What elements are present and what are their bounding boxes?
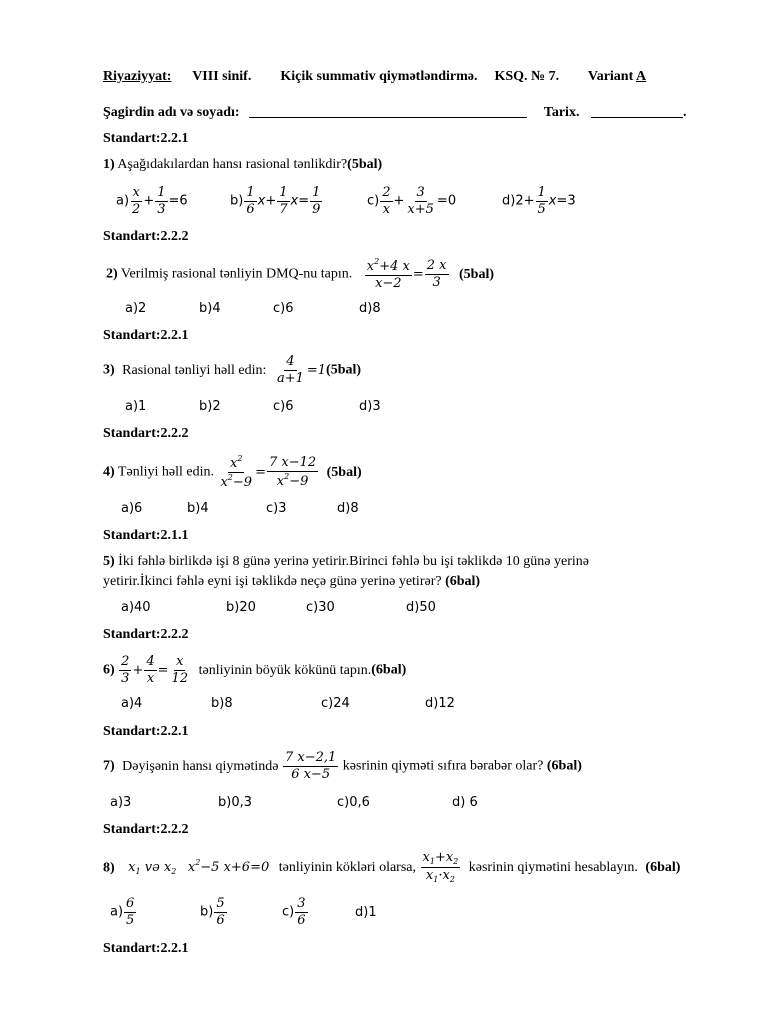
q5-option-a[interactable]: a)40 [121,600,151,615]
q4-option-b[interactable]: b)4 [187,501,209,516]
q2-option-d[interactable]: d)8 [359,301,381,316]
q3-option-c[interactable]: c)6 [273,399,294,414]
q5-option-b[interactable]: b)20 [226,600,256,615]
variant-label: Variant [587,69,634,84]
q8-option-a[interactable]: a) $\frac{6}{5}$ [110,896,135,928]
q2-option-b[interactable]: b)4 [199,301,221,316]
variant-letter: A [636,69,647,84]
question-6: 6) $\frac{2}{3}$ + $\frac{4}{x}$ = $\frac{x}{12}$ tənliyinin böyük kökünü tapın.(6bal) [103,654,407,686]
q8-option-c[interactable]: c) $\frac{3}{6}$ [282,896,306,928]
q7-option-d[interactable]: d) 6 [452,795,478,810]
question-3: 3) Rasional tənliyi həll edin: $\frac{4}{a+1}$ =1(5bal) [103,354,362,386]
question-2: 2) Verilmiş rasional tənliyin DMQ-nu tapın. $\frac{x^2+4 x}{x-2}$ = $\frac{2 x}{3}$ (5bal) [106,257,495,291]
standard-label: Standart:2.2.2 [103,229,189,244]
q6-option-d[interactable]: d)12 [425,696,455,711]
question-4: 4) Tənliyi həll edin. $\frac{x^2}{x^2-9}$ = $\frac{7 x-12}{x^2-9}$ (5bal) [103,454,362,490]
question-8: 8) $x_1$ və $x_2$ $x^2-5$ x+6=0 tənliyinin kökləri olarsa, $\frac{x_1+x_2}{x_1\cdot x_2}$ kəsrinin qiymətini hesablayın. (6bal) [103,850,681,885]
q7-option-a[interactable]: a)3 [110,795,132,810]
grade: VIII sinif. [192,69,252,84]
q5-option-d[interactable]: d)50 [406,600,436,615]
q2-option-a[interactable]: a)2 [125,301,147,316]
q1-option-a[interactable]: a) $\frac{x}{2}$ + $\frac{1}{3}$ =6 [116,185,188,217]
standard-label: Standart:2.1.1 [103,528,189,543]
q1-option-b[interactable]: b) $\frac{1}{6}$ x+ $\frac{1}{7}$ x= $\frac{1}{9}$ [230,185,321,217]
q6-option-c[interactable]: c)24 [321,696,350,711]
question-7: 7) Dəyişənin hansı qiymətində $\frac{7 x-2,1}{6 x-5}$ kəsrinin qiyməti sıfıra bərabər olar? (6bal) [103,750,582,782]
q2-option-c[interactable]: c)6 [273,301,294,316]
q6-option-a[interactable]: a)4 [121,696,143,711]
q7-option-c[interactable]: c)0,6 [337,795,370,810]
student-name-line: Şagirdin adı və soyadı: Tarix. . [103,105,687,120]
name-label: Şagirdin adı və soyadı: [103,105,240,120]
question-5-continued: yetirir.İkinci fəhlə eyni işi təklikdə neçə günə yerinə yetirər? (6bal) [103,574,481,589]
standard-label: Standart:2.2.2 [103,627,189,642]
q3-option-d[interactable]: d)3 [359,399,381,414]
q6-option-b[interactable]: b)8 [211,696,233,711]
subject: Riyaziyyat: [103,69,172,84]
date-blank[interactable] [591,117,683,118]
standard-label: Standart:2.2.1 [103,941,189,956]
assessment-title: Kiçik summativ qiymətləndirmə. [280,69,478,84]
q4-option-d[interactable]: d)8 [337,501,359,516]
q8-option-d[interactable]: d)1 [355,905,377,920]
q1-option-d[interactable]: d)2+ $\frac{1}{5}$ x=3 [502,185,576,217]
q7-option-b[interactable]: b)0,3 [218,795,252,810]
standard-label: Standart:2.2.1 [103,328,189,343]
date-label: Tarix. [543,105,580,120]
question-1: 1) Aşağıdakılardan hansı rasional tənlikdir?(5bal) [103,157,383,172]
q4-option-a[interactable]: a)6 [121,501,143,516]
header-line [103,70,646,84]
q1-option-c[interactable]: c) $\frac{2}{x}$ + $\frac{3}{x+5}$ =0 [367,185,457,217]
standard-label: Standart:2.2.1 [103,131,189,146]
standard-label: Standart:2.2.1 [103,724,189,739]
standard-label: Standart:2.2.2 [103,426,189,441]
q5-option-c[interactable]: c)30 [306,600,335,615]
q3-option-b[interactable]: b)2 [199,399,221,414]
ksq-number: KSQ. № 7. [494,69,560,84]
q3-option-a[interactable]: a)1 [125,399,147,414]
question-5: 5) İki fəhlə birlikdə işi 8 günə yerinə yetirir.Birinci fəhlə bu işi təklikdə 10 günə yerinə [103,554,589,569]
q4-option-c[interactable]: c)3 [266,501,287,516]
name-blank[interactable] [249,117,527,118]
standard-label: Standart:2.2.2 [103,822,189,837]
q8-option-b[interactable]: b) $\frac{5}{6}$ [200,896,225,928]
